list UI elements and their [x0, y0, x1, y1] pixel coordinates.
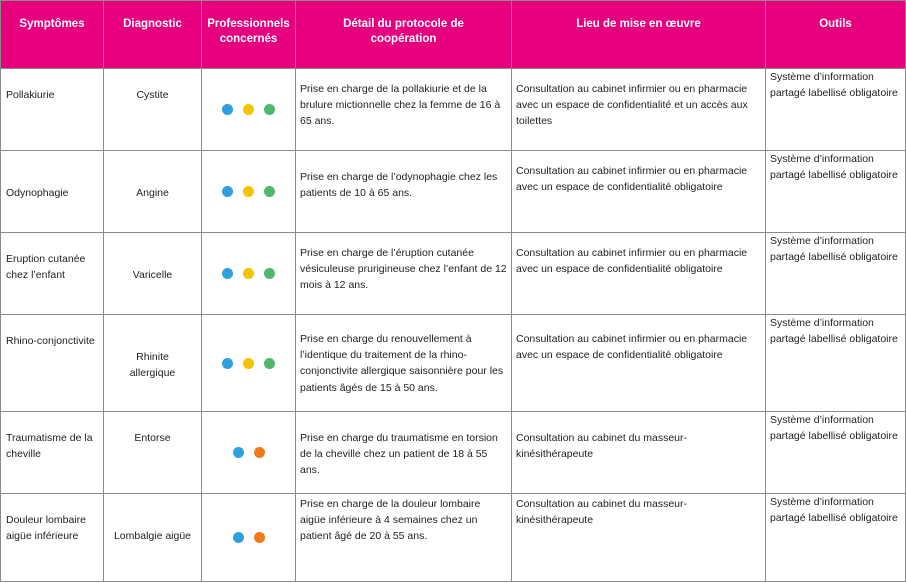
- cell-outils: Système d’information partagé labellisé obligatoire: [766, 412, 906, 494]
- cell-lieu: Consultation au cabinet infirmier ou en pharmacie avec un espace de confidentialité obligatoire: [512, 315, 766, 412]
- green-dot-icon: [264, 104, 275, 115]
- header-lieu: Lieu de mise en œuvre: [512, 1, 766, 69]
- yellow-dot-icon: [243, 186, 254, 197]
- green-dot-icon: [264, 186, 275, 197]
- professionnels-dots: [202, 447, 295, 458]
- header-symptomes: Symptômes: [1, 1, 104, 69]
- cell-outils: Système d’information partagé labellisé obligatoire: [766, 151, 906, 233]
- cell-outils: Système d’information partagé labellisé obligatoire: [766, 233, 906, 315]
- professionnels-dots: [202, 532, 295, 543]
- header-outils: Outils: [766, 1, 906, 69]
- cell-detail: Prise en charge de la pollakiurie et de la brulure mictionnelle chez la femme de 16 à 65 ans.: [296, 69, 512, 151]
- cell-symptome: Odynophagie: [1, 151, 104, 233]
- green-dot-icon: [264, 358, 275, 369]
- header-diagnostic: Diagnostic: [104, 1, 202, 69]
- cell-symptome: Pollakiurie: [1, 69, 104, 151]
- cell-professionnels: [202, 233, 296, 315]
- cell-lieu: Consultation au cabinet du masseur-kinésithérapeute: [512, 494, 766, 582]
- table-row: [1, 233, 906, 315]
- blue-dot-icon: [233, 532, 244, 543]
- blue-dot-icon: [222, 358, 233, 369]
- professionnels-dots: [202, 186, 295, 197]
- cell-lieu: Consultation au cabinet infirmier ou en pharmacie avec un espace de confidentialité obligatoire: [512, 151, 766, 233]
- orange-dot-icon: [254, 447, 265, 458]
- blue-dot-icon: [222, 104, 233, 115]
- cell-professionnels: [202, 69, 296, 151]
- table-row: [1, 69, 906, 151]
- yellow-dot-icon: [243, 104, 254, 115]
- table-row: [1, 494, 906, 582]
- cell-outils: Système d’information partagé labellisé obligatoire: [766, 315, 906, 412]
- cell-symptome: Douleur lombaire aigüe inférieure: [1, 494, 104, 582]
- table-row: [1, 315, 906, 412]
- cell-diagnostic: Lombalgie aigüe: [104, 494, 202, 582]
- professionnels-dots: [202, 268, 295, 279]
- professionnels-dots: [202, 104, 295, 115]
- cell-professionnels: [202, 412, 296, 494]
- cell-lieu: Consultation au cabinet du masseur-kinésithérapeute: [512, 412, 766, 494]
- cell-outils: Système d’information partagé labellisé obligatoire: [766, 494, 906, 582]
- cell-symptome: Rhino-conjonctivite: [1, 315, 104, 412]
- cell-lieu: Consultation au cabinet infirmier ou en pharmacie avec un espace de confidentialité obligatoire: [512, 233, 766, 315]
- blue-dot-icon: [233, 447, 244, 458]
- cell-professionnels: [202, 151, 296, 233]
- cell-detail: Prise en charge de la douleur lombaire aigüe inférieure à 4 semaines chez un patient âgé de 20 à 55 ans.: [296, 494, 512, 582]
- cell-diagnostic: Entorse: [104, 412, 202, 494]
- cell-diagnostic: Rhinite allergique: [104, 315, 202, 412]
- cell-detail: Prise en charge du traumatisme en torsion de la cheville chez un patient de 18 à 55 ans.: [296, 412, 512, 494]
- green-dot-icon: [264, 268, 275, 279]
- cell-diagnostic: Angine: [104, 151, 202, 233]
- blue-dot-icon: [222, 268, 233, 279]
- cell-detail: Prise en charge de l’odynophagie chez les patients de 10 à 65 ans.: [296, 151, 512, 233]
- yellow-dot-icon: [243, 268, 254, 279]
- table-row: [1, 412, 906, 494]
- table-row: [1, 151, 906, 233]
- cell-professionnels: [202, 494, 296, 582]
- header-detail: Détail du protocole de coopération: [296, 1, 512, 69]
- cell-diagnostic: Varicelle: [104, 233, 202, 315]
- orange-dot-icon: [254, 532, 265, 543]
- yellow-dot-icon: [243, 358, 254, 369]
- table-body: [1, 69, 906, 582]
- professionnels-dots: [202, 358, 295, 369]
- blue-dot-icon: [222, 186, 233, 197]
- cell-symptome: Traumatisme de la cheville: [1, 412, 104, 494]
- cell-symptome: Eruption cutanée chez l’enfant: [1, 233, 104, 315]
- cell-lieu: Consultation au cabinet infirmier ou en pharmacie avec un espace de confidentialité et un accès aux toilettes: [512, 69, 766, 151]
- header-professionnels: Professionnels concernés: [202, 1, 296, 69]
- cell-detail: Prise en charge de l’éruption cutanée vésiculeuse prurigineuse chez l’enfant de 12 mois à 12 ans.: [296, 233, 512, 315]
- header-row: [1, 1, 906, 69]
- cell-diagnostic: Cystite: [104, 69, 202, 151]
- cell-professionnels: [202, 315, 296, 412]
- cell-detail: Prise en charge du renouvellement à l’identique du traitement de la rhino-conjonctivite allergique saisonnière pour les patients âgés de 15 à 50 ans.: [296, 315, 512, 412]
- cell-outils: Système d’information partagé labellisé obligatoire: [766, 69, 906, 151]
